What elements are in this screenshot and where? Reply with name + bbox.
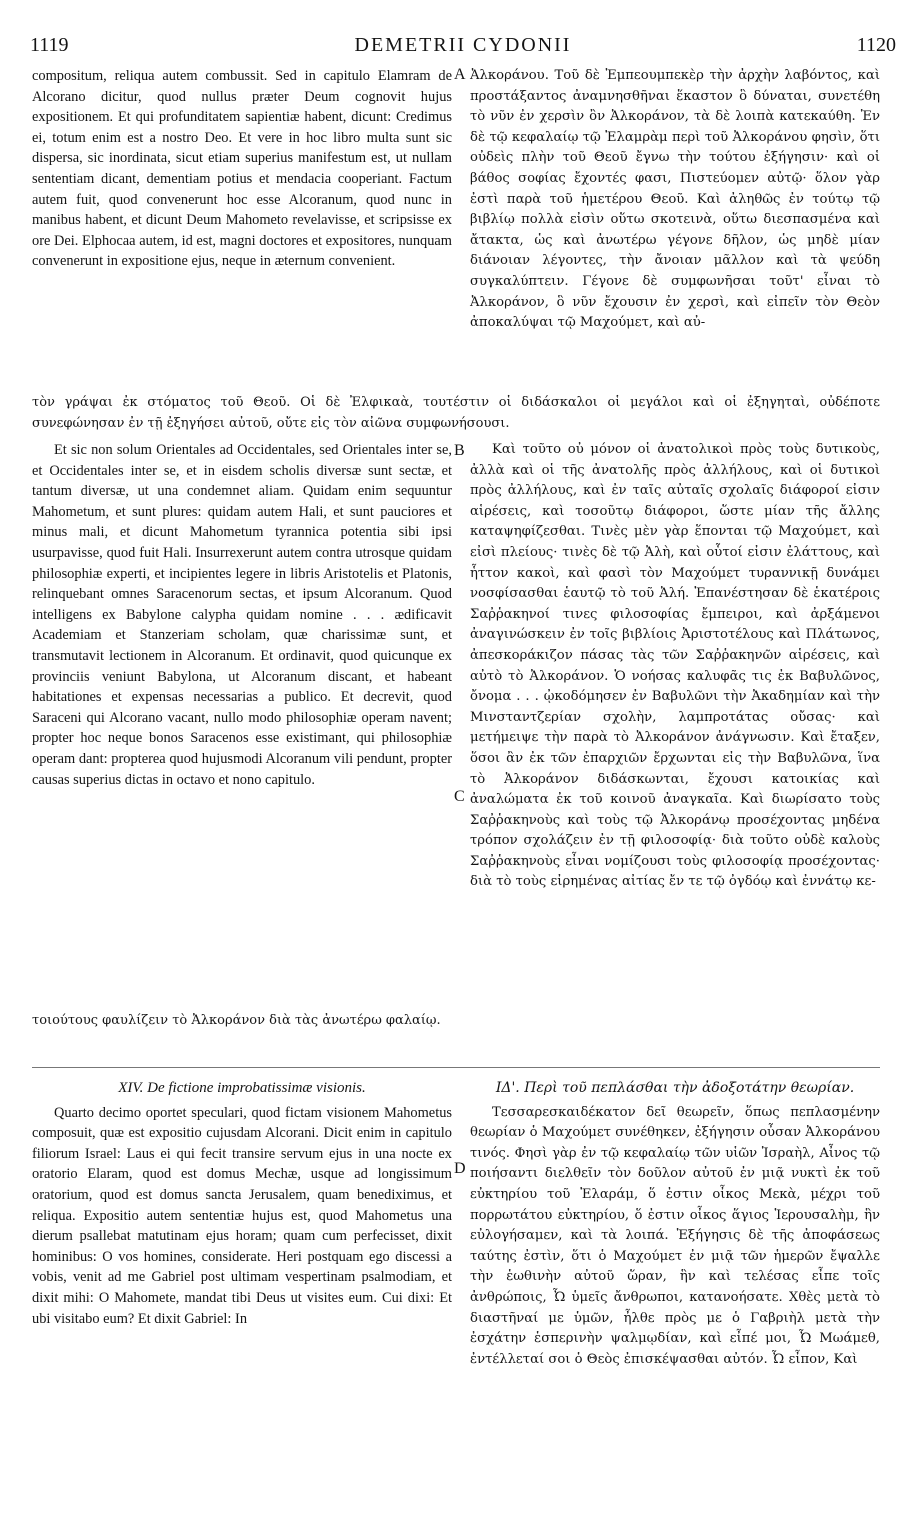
latin-paragraph: Et sic non solum Orientales ad Occidentales, sed Orientales inter se, et Occidentales inter se, et in eisdem scholis diversæ sunt sectæ, et tantum diversæ, ut una condemnet aliam. Quidam enim sequuntur Mahometum, et sunt plures: quidam autem Hali, et sunt pauciores et minus mali, et dicunt Mahometum tyrannica potentia sibi ipsi usurpavisse, quod fuit Hali. Insurrexerunt autem contra utrosque quidam philosophiæ experti, et incipientes legere in libris Aristotelis et Platonis, relinquebant omnes Saracenorum sectas, et ipsum Alcoranum. Quod intelligens ex Babylone calypha quidam nomine . . . ædificavit Academiam et Stanzeriam scholam, quæ charissimæ sunt, et transmutavit lectionem in Alcoranum. Et ordinavit, quod quicunque ex provinciis veniunt Babylona, ut Alcoranum discant, et habeant habitationes et expensas necessarias a publico. Et decrevit, quod Saraceni qui Alcorano vacant, nullo modo philosophiæ operam navent; propter hoc neque bonos Saracenos esse existimant, qui philosophiæ operam dant: propterea quod hujusmodi Alcoranum vili pendunt, propter causas superius dictas in octavo et nono capitulo. bbox=[32, 442, 452, 788]
margin-marker-b: B bbox=[454, 442, 465, 459]
greek-runover-a: τὸν γράψαι ἐκ στόματος τοῦ Θεοῦ. Οἱ δὲ Ἐλφικαὰ, τουτέστιν οἱ διδάσκαλοι οἱ μεγάλοι καὶ οἱ ἐξηγηταὶ, οὐδέποτε συνεφώνησαν ἐν τῇ ἐξηγήσει αὐτοῦ, οὔτε εἰς τὸν αἰῶνα συμφωνήσουσι. bbox=[32, 395, 880, 431]
page-number-right: 1120 bbox=[856, 34, 896, 56]
greek-column-b bbox=[470, 440, 880, 893]
latin-paragraph: compositum, reliqua autem combussit. Sed in capitulo Elamram de Alcorano dicitur, quod nullus præter Deum cognovit hujus expositionem. Et qui profunditatem sapientiæ habent, dicunt: Credimus ei, totum enim est a nostro Deo. Et vere in hoc libro multa sunt sic dispersa, sic inordinata, sicut etiam superius manifestum est, ut nullam sententiam dicant, dementiam potius et mendacia cooperiant. Factum autem fuit, quod convenerunt hoc esse Alcoranum, quod nunc in manibus habent, et dicunt Deum Mahometo revelavisse, et scripsisse ex ore Dei. Elphocaa autem, id est, magni doctores et expositores, nunquam convenerunt in expositione ejus, neque in æternum convenient. bbox=[32, 68, 452, 270]
greek-paragraph: Ἀλκοράνου. Τοῦ δὲ Ἐμπεουμπεκὲρ τὴν ἀρχὴν λαβόντος, καὶ προστάξαντος ἀναμνησθῆναι ἕκαστον ὃ δύναται, συνετέθη τὸ νῦν ἐν χερσὶν ὂν Ἀλκοράνον, τὰ δὲ λοιπὰ κατεκαύθη. Ἐν δὲ τῷ κεφαλαίῳ τῷ Ἐλαμρὰμ περὶ τοῦ Ἀλκοράνου φησὶν, ὅτι οὐδεὶς πλὴν τοῦ Θεοῦ ἔγνω τὴν τούτου ἐξήγησιν· καὶ οἱ βάθος σοφίας ἔχοντές φασι, Πιστεύομεν αὐτῷ· ὅλον γὰρ ἐστὶ παρὰ τοῦ ἡμετέρου Θεοῦ. Καὶ ἀληθῶς ἐν τούτῳ τῷ βιβλίῳ πολλὰ εἰσὶν οὕτω σκοτεινὰ, οὕτω διεσπασμένα καὶ ἄτακτα, ὡς καὶ ἀνωτέρω γέγονε δῆλον, ὡς μηδὲ μίαν διάνοιαν λέγοντες, τὴν ἄνοιαν μᾶλλον καὶ τὰ ψεύδη συγκαλύπτειν. Γέγονε δὲ συμφωνῆσαι τοῦτ' εἶναι τὸ Ἀλκοράνον, ὃ νῦν ἔχουσιν ἐν χερσὶ, καὶ εἰπεῖν τὸν Θεὸν ἀποκαλύψαι τῷ Μαχούμετ, καὶ αὐ- bbox=[470, 68, 880, 331]
greek-paragraph: Τεσσαρεσκαιδέκατον δεῖ θεωρεῖν, ὅπως πεπλασμένην θεωρίαν ὁ Μαχούμετ συνέθηκεν, ἐξήγησιν οὖσαν Ἀλκοράνου τινός. Φησὶ γὰρ ἐν τῷ κεφαλαίῳ τῶν υἱῶν Ἰσραὴλ, Αἶνος τῷ ποιήσαντι διελθεῖν τὸν δοῦλον αὐτοῦ ἐν μιᾷ νυκτὶ ἐκ τοῦ εὐκτηρίου τοῦ Ἐλαράμ, ὅ ἐστιν οἶκος Μεκὰ, μέχρι τοῦ πορρωτάτου εὐκτηρίου, ὅ ἐστιν οἶκος ἅγιος Ἱερουσαλὴμ, ἣν εὐλογήσαμεν, καὶ τὰ λοιπά. Ἐξήγησις δὲ τῆς ἀποφάσεως ταύτης ἐστὶν, ὅτι ὁ Μαχούμετ ἐν μιᾷ τῶν ἡμερῶν ἔψαλλε τὴν ἑωθινὴν αὐτοῦ ὥραν, ἣν καὶ τελέσας εἶπε τοῖς ἀνθρώποις, Ὦ ὑμεῖς ἄνθρωποι, κατανοήσατε. Χθὲς μετὰ τὸ διαστῆναί με ὑμῶν, ἦλθε πρὸς με ὁ Γαβριὴλ μετὰ τὴν ἐσχάτην ἑσπερινὴν ψαλμῳδίαν, καὶ εἶπέ μοι, Ὦ Μωάμεθ, ἐντέλλεταί σοι ὁ Θεὸς ἐπισκέψασθαι αὐτόν. Ὦ εἶπον, Καὶ bbox=[470, 1104, 880, 1367]
latin-section-title: XIV. De fictione improbatissimæ visionis. bbox=[118, 1080, 366, 1096]
page-number-left: 1119 bbox=[30, 34, 69, 56]
greek-runover-b: τοιούτους φαυλίζειν τὸ Ἀλκοράνον διὰ τὰς ἀνωτέρω φαλαίῳ. bbox=[32, 1013, 441, 1028]
running-header bbox=[28, 34, 898, 64]
margin-marker-a: A bbox=[454, 66, 466, 83]
greek-section-title: ΙΔ'. Περὶ τοῦ πεπλάσθαι τὴν ἀδοξοτάτην θεωρίαν. bbox=[495, 1080, 855, 1096]
margin-marker-d: D bbox=[454, 1160, 466, 1177]
running-title: DEMETRII CYDONII bbox=[354, 34, 572, 56]
greek-column-a bbox=[470, 66, 880, 334]
latin-column-a bbox=[32, 66, 452, 272]
latin-column-b bbox=[32, 440, 452, 790]
section-divider bbox=[32, 1067, 880, 1068]
greek-column-c bbox=[470, 1078, 880, 1370]
margin-marker-c: C bbox=[454, 788, 465, 805]
latin-column-c bbox=[32, 1078, 452, 1329]
latin-paragraph: Quarto decimo oportet speculari, quod fictam visionem Mahometus composuit, quæ est expositio cujusdam Alcorani. Dicit enim in capitulo filiorum Israel: Laus ei qui fecit transire servum ejus in una nocte ex oratorio Elaram, quod est domus Mechæ, usque ad longissimum oratorium, quod est domus sancta Jerusalem, quam benediximus, et reliqua. Expositio autem sententiæ hujus est, quod Mahometus una dierum psallebat matutinam ejus horam; quam cum perfecisset, dixit hominibus: O vos homines, considerate. Heri postquam ego discessi a vobis, venit ad me Gabriel post ultimam vespertinam psalmodiam, et dixit mihi: O Mahomete, mandat tibi Deus ut visites eum. Cui dixi: Et ubi visitabo eum? Et dixit Gabriel: In bbox=[32, 1104, 452, 1327]
greek-paragraph: Καὶ τοῦτο οὐ μόνον οἱ ἀνατολικοὶ πρὸς τοὺς δυτικοὺς, ἀλλὰ καὶ οἱ τῆς ἀνατολῆς πρὸς ἀλλήλους, καὶ οἱ δυτικοὶ πρὸς ἀλλήλους, καὶ ἐν ταῖς αὐταῖς σχολαῖς διάφοροί εἰσιν αἱρέσεις, καὶ τοσοῦτῳ διάφοροι, ὥστε μίαν τῆς ἄλλης καταψηφίζεσθαι. Τινὲς μὲν γὰρ ἕπονται τῷ Μαχούμετ, καὶ εἰσὶ πλείους· τινὲς δὲ τῷ Ἀλὴ, καὶ οὗτοί εἰσιν ἐλάττους, καὶ ἧττον κακοὶ, καὶ φασὶ τὸν Μαχούμετ τυραννικῇ δυνάμει νοσφίσασθαι ἑαυτῷ τὸ τοῦ Ἀλή. Ἐπανέστησαν δὲ ἑκατέροις Σαῤῥακηνοί τινες φιλοσοφίας ἔμπειροι, καὶ ἀρξάμενοι ἀναγινώσκειν ἐν τοῖς βιβλίοις Ἀριστοτέλους καὶ Πλάτωνος, ἀπεσκοράκιζον πάσας τὰς τῶν Σαῤῥακηνῶν αἱρέσεις, καὶ αὐτὸ τὸ Ἀλκοράνον. Ὁ νοήσας καλυφᾶς τις ἐκ Βαβυλῶνος, ὄνομα . . . ᾠκοδόμησεν ἐν Βαβυλῶνι τὴν Ἀκαδημίαν καὶ τὴν Μινσταντζερίαν σχολὴν, λαμπροτάτας οὔσας· καὶ μετήμειψε τὴν παρὰ τὸ Ἀλκοράνον ἀνάγνωσιν. Καὶ ἔταξεν, ὅσοι ἂν ἐκ τῶν ἐπαρχιῶν ἔρχωνται εἰς τὴν Βαβυλῶνα, ἵνα τὸ Ἀλκοράνον διδάσκωνται, ἔχουσι κατοικίας καὶ ἀναλώματα ἐκ τοῦ κοινοῦ ἀναγκαῖα. Καὶ διωρίσατο τοὺς Σαῤῥακηνοὺς καὶ τοὺς τῷ Ἀλκοράνῳ προσέχοντας μηδένα τρόπον σχολάζειν ἐν τῇ φιλοσοφίᾳ· διὰ τοῦτο οὐδὲ καλοὺς Σαῤῥακηνοὺς εἶναι νομίζουσι τοὺς φιλοσοφίᾳ προσέχοντας· διὰ τὸ τοὺς εἰρημένας αἰτίας ἔν τε τῷ ὀγδόῳ καὶ ἐννάτῳ κε- bbox=[470, 442, 880, 890]
